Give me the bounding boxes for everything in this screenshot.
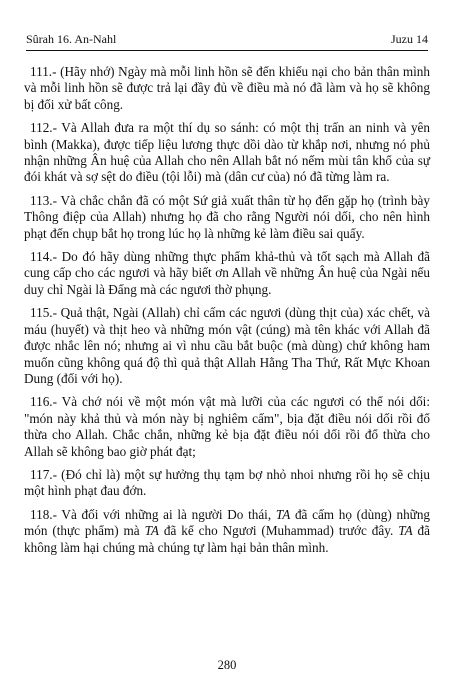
verse-list (24, 64, 430, 563)
verse-text: 114.- Do đó hãy dùng những thực phẩm khả-thủ và tốt sạch mà Allah đã cung cấp cho các ngươi và hãy biết ơn Allah về những Ân huệ của Ngài nếu duy chỉ Ngài là Đấng mà các ngươi thờ phụng. (24, 249, 430, 297)
verse-text: 113.- Và chắc chắn đã có một Sứ giả xuất thân từ họ đến gặp họ (trình bày Thông điệp của Allah) nhưng họ đã cho rằng Người nói dối, cho nên hình phạt đến chụp bắt họ trong lúc họ là những kẻ làm điều sai quấy. (24, 192, 430, 241)
verse-emphasis: TA (398, 523, 413, 539)
verse-paragraph (24, 467, 430, 500)
verse-text: đã cấm họ (dùng) những món (thực phẩm) mà (24, 506, 431, 539)
verse-text: đã không làm hại chúng mà chúng tự làm hại bản thân mình. (24, 523, 431, 555)
verse-paragraph (24, 305, 430, 387)
verse-paragraph (24, 64, 430, 113)
running-header (26, 32, 428, 46)
verse-text: 112.- Và Allah đưa ra một thí dụ so sánh: có một thị trấn an ninh và yên bình (Makka), được tiếp liệu lương thực dồi dào từ khắp nơi, nhưng nó phủ nhận những Ân huệ của Allah cho nên Allah bắt nó nếm mùi tân khổ của sự đói khát và sợ sệt do điều (tội lỗi) mà (dân cư của) nó đã từng làm ra. (24, 120, 430, 185)
verse-text: 116.- Và chớ nói về một món vật mà lưỡi của các ngươi có thể nói dối: "món này khả thủ và món này bị nghiêm cấm", bịa đặt điều nói dối rồi đổ thừa cho Allah. Chắc chắn, những kẻ bịa đặt điều nói dối rồi đổ thừa cho Allah sẽ không bao giờ phát đạt; (24, 394, 430, 459)
verse-paragraph (24, 193, 430, 242)
juz-label: Juzu 14 (391, 32, 428, 46)
verse-text: 111.- (Hãy nhớ) Ngày mà mỗi linh hồn sẽ đến khiếu nại cho bản thân mình và mỗi linh hồn sẽ được trả lại đầy đủ về điều mà nó đã làm và họ sẽ không bị đối xử bất công. (24, 64, 430, 112)
verse-text: đã kể cho Ngươi (Muhammad) trước đây. (159, 523, 399, 539)
verse-paragraph (24, 120, 430, 186)
surah-title: Sûrah 16. An-Nahl (26, 32, 117, 46)
verse-emphasis: TA (144, 523, 159, 539)
verse-paragraph (24, 394, 430, 460)
verse-paragraph (24, 249, 430, 298)
verse-text: 117.- (Đó chỉ là) một sự hưởng thụ tạm bợ nhỏ nhoi nhưng rồi họ sẽ chịu một hình phạt đau đớn. (24, 466, 430, 499)
verse-text: 118.- Và đối với những ai là người Do thái, (30, 506, 276, 522)
header-divider (26, 50, 428, 51)
verse-text: 115.- Quả thật, Ngài (Allah) chỉ cấm các ngươi (dùng thịt của) xác chết, và máu (huyết) và thịt heo và những món vật (cúng) mà tên khác với Allah đã được nhắc lên nó; nhưng ai vì nhu cầu bắt buộc (mà dùng) chứ không ham muốn cũng không quá độ thì quả thật Allah Hằng Tha Thứ, Rất Mực Khoan Dung (đối với họ). (24, 305, 430, 386)
page-number: 280 (217, 658, 237, 672)
verse-paragraph (24, 507, 430, 556)
verse-emphasis: TA (275, 506, 291, 522)
